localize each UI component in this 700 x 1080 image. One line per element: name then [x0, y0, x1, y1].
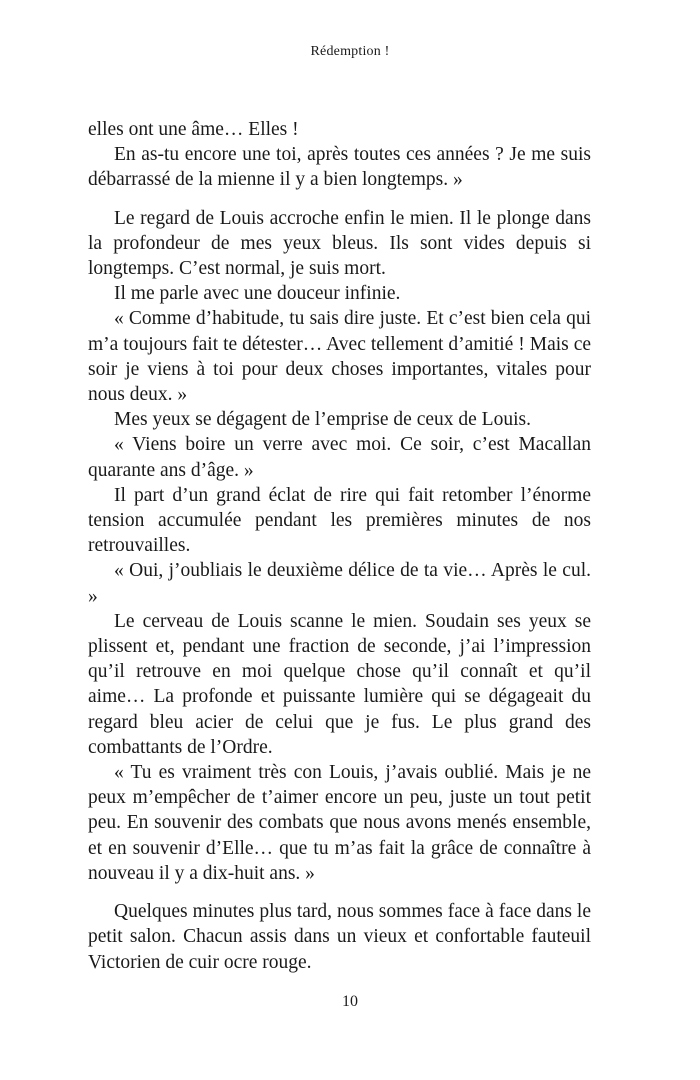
paragraph: Il part d’un grand éclat de rire qui fait retomber l’énorme tension accumulée pendant les premières minutes de nos retrouvailles. [88, 484, 591, 557]
page-number: 10 [342, 993, 358, 1010]
paragraph: « Comme d’habitude, tu sais dire juste. Et c’est bien cela qui m’a toujours fait te détester… Avec tellement d’amitié ! Mais ce soir je viens à toi pour deux choses importantes, vitales pour nous deux. » [88, 308, 591, 406]
body-text [88, 117, 591, 975]
paragraph: Le cerveau de Louis scanne le mien. Soudain ses yeux se plissent et, pendant une fraction de seconde, j’ai l’impression qu’il retrouve en moi quelque chose qu’il connaît et qu’il aime… La profonde et puissante lumière qui se dégageait du regard bleu acier de celui que je fus. Le plus grand des combattants de l’Ordre. [88, 610, 591, 758]
paragraph: Il me parle avec une douceur infinie. [114, 283, 401, 305]
paragraph: « Oui, j’oubliais le deuxième délice de ta vie… Après le cul. » [88, 560, 591, 607]
running-head-title: Rédemption ! [310, 44, 390, 59]
paragraph-section-start: Quelques minutes plus tard, nous sommes face à face dans le petit salon. Chacun assis dans un vieux et confortable fauteuil Victorien de cuir ocre rouge. [88, 901, 591, 973]
paragraph: « Viens boire un verre avec moi. Ce soir, c’est Macallan quarante ans d’âge. » [88, 434, 591, 481]
paragraph-section-start: Le regard de Louis accroche enfin le mien. Il le plonge dans la profondeur de mes yeux bleus. Ils sont vides depuis si longtemps. C’est normal, je suis mort. [88, 207, 591, 280]
paragraph: « Tu es vraiment très con Louis, j’avais oublié. Mais je ne peux m’empêcher de t’aimer encore un peu, juste un tout petit peu. En souvenir des combats que nous avons menés ensemble, et en souvenir d’Elle… que tu m’as fait la grâce de connaître à nouveau il y a dix-huit ans. » [88, 762, 591, 884]
paragraph: Mes yeux se dégagent de l’emprise de ceux de Louis. [114, 409, 531, 431]
paragraph-continuation: elles ont une âme… Elles ! [88, 119, 299, 140]
paragraph: En as-tu encore une toi, après toutes ces années ? Je me suis débarrassé de la mienne il y a bien longtemps. » [88, 144, 591, 191]
